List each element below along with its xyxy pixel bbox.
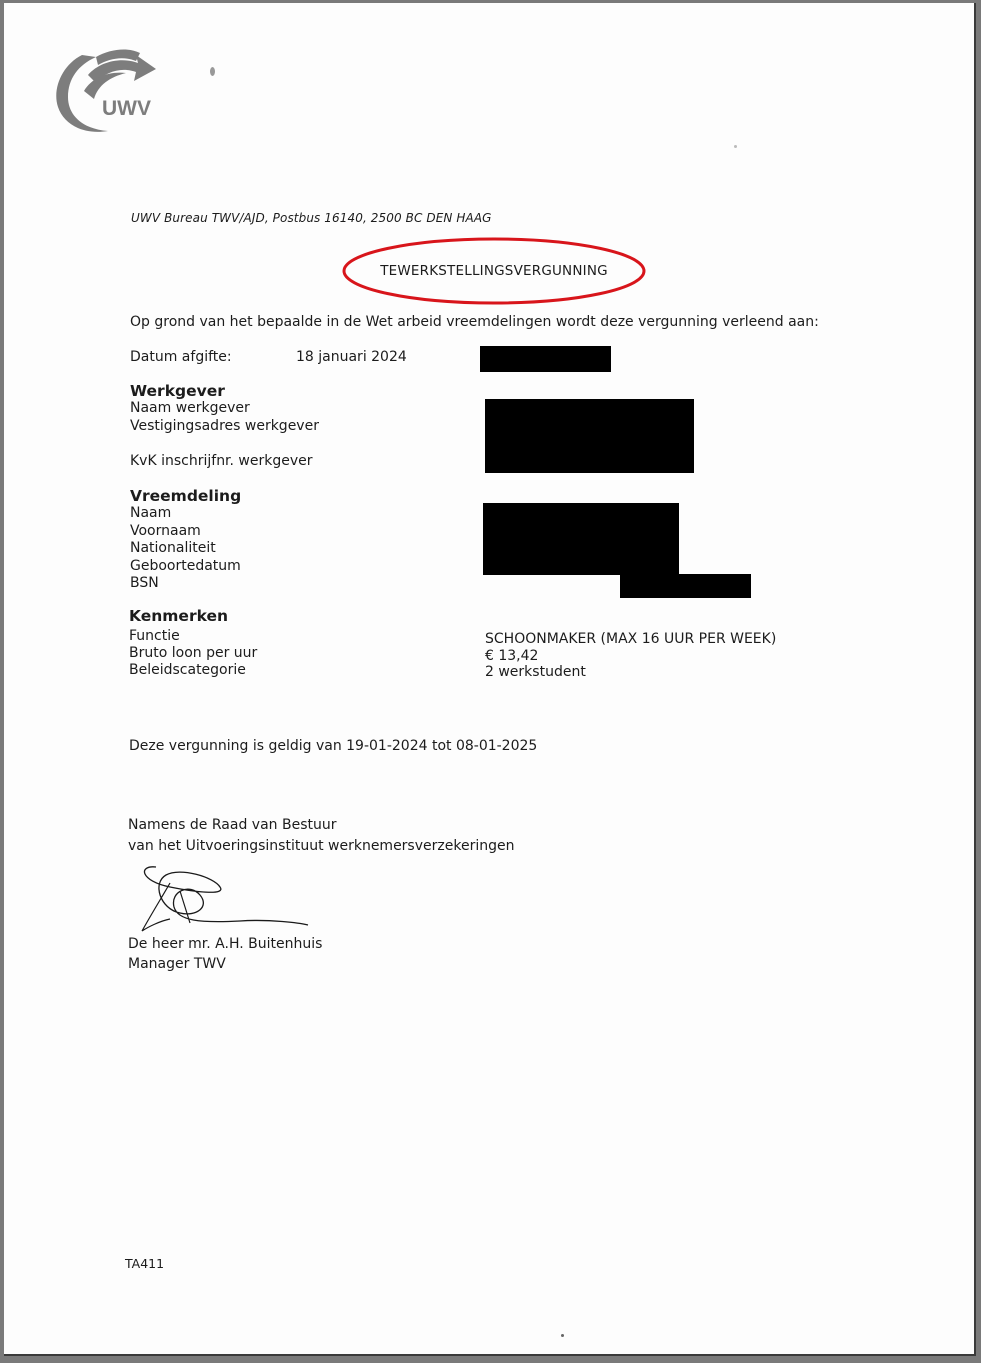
- signatory-name: De heer mr. A.H. Buitenhuis: [128, 936, 323, 952]
- kenmerken-heading: Kenmerken: [129, 607, 229, 625]
- wage-value: € 13,42: [485, 648, 539, 664]
- issue-date-value: 18 januari 2024: [296, 349, 407, 365]
- field-label: Naam: [130, 505, 172, 521]
- scan-speck: [734, 145, 737, 148]
- title-block: [341, 236, 647, 306]
- field-label: KvK inschrijfnr. werkgever: [130, 453, 313, 469]
- scan-speck: [561, 1334, 564, 1337]
- field-label: BSN: [130, 575, 159, 591]
- field-label: Naam werkgever: [130, 400, 250, 416]
- validity-text: Deze vergunning is geldig van 19-01-2024 tot 08-01-2025: [129, 738, 538, 754]
- function-value: SCHOONMAKER (MAX 16 UUR PER WEEK): [485, 631, 777, 647]
- document-title: TEWERKSTELLINGSVERGUNNING: [380, 263, 608, 279]
- category-value: 2 werkstudent: [485, 664, 586, 680]
- issue-date-label: Datum afgifte:: [130, 349, 232, 365]
- vreemdeling-heading: Vreemdeling: [130, 487, 242, 505]
- svg-text:UWV: UWV: [102, 97, 151, 120]
- field-label: Bruto loon per uur: [129, 645, 258, 661]
- signature: [130, 861, 320, 943]
- field-label: Voornaam: [130, 523, 201, 539]
- signature-icon: [130, 861, 320, 943]
- field-label: Geboortedatum: [130, 558, 241, 574]
- intro-text: Op grond van het bepaalde in de Wet arbeid vreemdelingen wordt deze vergunning verleend aan:: [130, 314, 819, 330]
- field-label: Vestigingsadres werkgever: [130, 418, 319, 434]
- redaction-block: [480, 346, 611, 372]
- scan-speck: [210, 67, 215, 76]
- redaction-block: [620, 574, 751, 598]
- field-label: Beleidscategorie: [129, 662, 246, 678]
- signoff-line: van het Uitvoeringsinstituut werknemersverzekeringen: [128, 838, 515, 854]
- signoff-line: Namens de Raad van Bestuur: [128, 817, 337, 833]
- redaction-block: [485, 399, 694, 473]
- redaction-block: [483, 503, 679, 575]
- permit-document: [4, 3, 976, 1356]
- werkgever-heading: Werkgever: [130, 382, 225, 400]
- form-code: TA411: [125, 1256, 165, 1271]
- signatory-role: Manager TWV: [128, 956, 226, 972]
- uwv-arrow-logo-icon: [52, 41, 164, 137]
- field-label: Functie: [129, 628, 180, 644]
- field-label: Nationaliteit: [130, 540, 216, 556]
- uwv-logo: [52, 41, 164, 137]
- sender-address: UWV Bureau TWV/AJD, Postbus 16140, 2500 BC DEN HAAG: [131, 211, 492, 225]
